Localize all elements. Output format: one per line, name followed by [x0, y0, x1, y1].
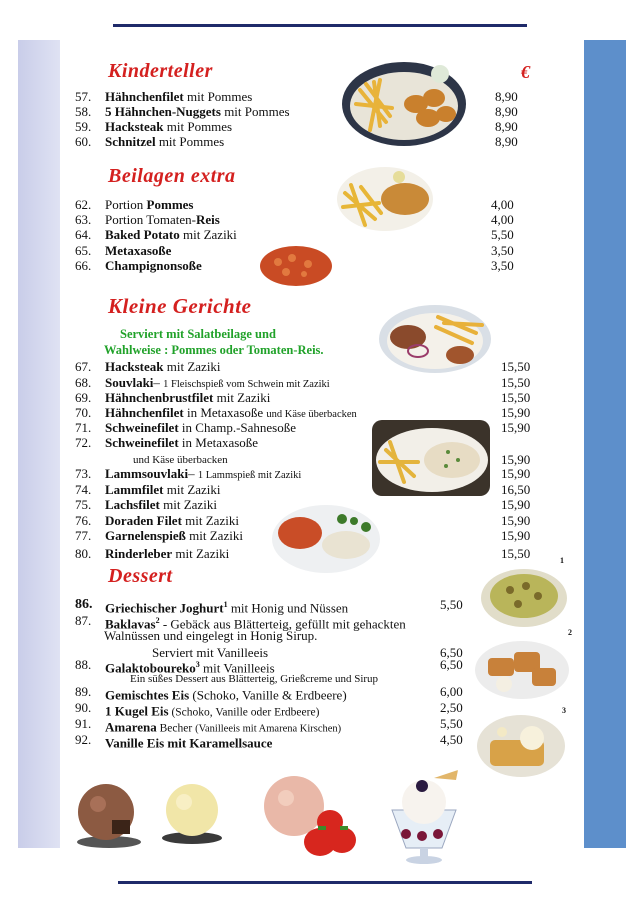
item-name: Gemischtes Eis [105, 687, 190, 703]
item-number: 77. [75, 528, 92, 543]
item-description [105, 466, 301, 483]
item-price: 8,90 [495, 89, 518, 104]
item-name: Hähnchenbrustfilet [105, 390, 214, 405]
item-price: 15,90 [501, 405, 531, 420]
item-description [105, 359, 221, 376]
item-name: Lammfilet [105, 482, 164, 497]
item-number: 87. [75, 613, 92, 628]
footnote-mark-1: 1 [560, 556, 564, 565]
item-name: Schnitzel [105, 134, 156, 149]
item-name: Amarena [105, 719, 157, 735]
top-rule [113, 24, 527, 27]
item-price: 8,90 [495, 119, 518, 134]
item-price: 8,90 [495, 134, 518, 149]
item-number: 92. [75, 732, 92, 747]
item-name: Vanille Eis mit Karamellsauce [105, 735, 273, 751]
baklavas-line-3: Serviert mit Vanilleeis [152, 645, 269, 660]
item-prefix: Portion [105, 197, 147, 212]
item-72-subline: und Käse überbacken [133, 454, 228, 466]
item-prefix: Portion Tomaten- [105, 212, 196, 227]
item-name: Baked Potato [105, 227, 180, 242]
item-detail: in Champ.-Sahnesoße [178, 420, 296, 435]
item-detail: mit Pommes [183, 89, 253, 104]
item-name: Galaktoboureko [105, 660, 196, 676]
item-number: 74. [75, 482, 92, 497]
item-price: 4,50 [440, 732, 463, 747]
footnote-marker: 3 [195, 660, 200, 669]
item-number: 59. [75, 119, 92, 134]
item-description [105, 134, 224, 149]
footnote-marker: 1 [223, 600, 228, 609]
item-name: Champignonsoße [105, 258, 202, 273]
footnote-mark-3: 3 [562, 706, 566, 715]
item-number: 75. [75, 497, 92, 512]
kleine-note-line-2: Wahlweise : Pommes oder Tomaten-Reis. [104, 343, 324, 357]
photo-baklavas [474, 640, 570, 700]
kleine-note-line-1: Serviert mit Salatbeilage und [120, 327, 276, 341]
section-title-beilagen: Beilagen extra [108, 165, 236, 187]
item-detail: mit Pommes [155, 134, 225, 149]
item-price: 5,50 [440, 716, 463, 731]
item-name: Doraden Filet [105, 513, 182, 528]
item-number: 86. [75, 597, 93, 612]
item-description [105, 497, 217, 514]
footnote-marker: 2 [155, 616, 160, 625]
item-price: 15,50 [501, 546, 531, 561]
item-description [105, 89, 252, 104]
item-detail: mit Zaziki [181, 513, 239, 528]
item-price: 15,90 [501, 528, 531, 543]
item-name: Schweinefilet [105, 435, 179, 450]
photo-chocolate-ice-cream [66, 780, 152, 852]
item-detail: mit Zaziki [185, 528, 243, 543]
item-detail: mit Zaziki [213, 390, 271, 405]
item-name: Lammsouvlaki [105, 466, 189, 481]
baklavas-price: 6,50 [440, 645, 463, 660]
item-name: Pommes [146, 197, 194, 212]
item-detail: mit Zaziki [163, 359, 221, 374]
item-price: 15,90 [501, 420, 531, 435]
item-price: 15,50 [501, 375, 531, 390]
item-description [105, 119, 232, 134]
item-number: 67. [75, 359, 92, 374]
photo-strawberry-ice-cream [258, 772, 370, 866]
item-price: 15,50 [501, 359, 531, 374]
photo-tomato-rice [258, 240, 334, 288]
item-number: 80. [75, 546, 92, 561]
item-description [105, 197, 193, 212]
item-name: Hacksteak [105, 119, 164, 134]
item-description [105, 243, 171, 258]
item-note: 1 Lammspieß mit Zaziki [197, 470, 302, 481]
photo-schnitzel-fries [335, 163, 435, 233]
item-description [105, 528, 243, 545]
item-number: 72. [75, 435, 92, 450]
item-price: 3,50 [491, 243, 514, 258]
item-number: 66. [75, 258, 92, 273]
item-price: 5,50 [491, 227, 514, 242]
item-number: 88. [75, 657, 92, 672]
item-description [105, 227, 237, 242]
item-detail: (Schoko, Vanille oder Erdbeere) [168, 706, 320, 719]
item-number: 63. [75, 212, 92, 227]
item-detail: mit Honig und Nüssen [227, 600, 349, 616]
item-name: 1 Kugel Eis [105, 703, 169, 719]
item-name: Garnelenspieß [105, 528, 186, 543]
item-number: 71. [75, 420, 92, 435]
item-price: 4,00 [491, 197, 514, 212]
item-number: 60. [75, 134, 92, 149]
item-detail: mit Pommes [163, 119, 233, 134]
item-price: 5,50 [440, 597, 463, 612]
item-price: 15,90 [501, 497, 531, 512]
item-price: 15,90 [501, 513, 531, 528]
item-name: Baklavas [105, 616, 156, 632]
footnote-mark-2: 2 [568, 628, 572, 637]
item-number: 65. [75, 243, 92, 258]
item-description [105, 212, 220, 227]
item-name: Reis [195, 212, 220, 227]
item-detail: mit Zaziki [179, 227, 237, 242]
item-description [105, 104, 290, 119]
item-number: 58. [75, 104, 92, 119]
item-72-price: 15,90 [501, 452, 531, 467]
item-number: 68. [75, 375, 92, 390]
item-name: Hacksteak [105, 359, 164, 374]
item-price: 16,50 [501, 482, 531, 497]
photo-vanilla-ice-cream [154, 780, 230, 846]
item-name: Schweinefilet [105, 420, 179, 435]
section-title-kleine-gerichte: Kleine Gerichte [108, 294, 252, 318]
photo-galaktoboureko [476, 714, 566, 778]
currency-symbol: € [521, 62, 530, 82]
item-description [105, 435, 258, 452]
item-number: 76. [75, 513, 92, 528]
item-detail: mit Zaziki [172, 546, 230, 561]
item-description [105, 732, 272, 752]
item-price: 8,90 [495, 104, 518, 119]
item-price: 6,50 [440, 657, 463, 672]
item-price: 2,50 [440, 700, 463, 715]
item-name: Rinderleber [105, 546, 173, 561]
left-decor-band [18, 40, 60, 848]
item-name: Souvlaki [105, 375, 154, 390]
item-detail: mit Zaziki [163, 482, 221, 497]
item-description [105, 546, 229, 563]
item-detail: mit Pommes [220, 104, 290, 119]
item-description [105, 613, 406, 631]
item-number: 57. [75, 89, 92, 104]
section-title-dessert: Dessert [108, 565, 173, 587]
baklavas-line-2: Walnüssen und eingelegt in Honig Sirup. [104, 628, 318, 643]
section-title-kinderteller: Kinderteller [108, 60, 213, 82]
item-description [105, 657, 275, 675]
photo-amarena-sundae [382, 770, 466, 866]
item-description [105, 258, 202, 273]
item-name: Hähnchenfilet [105, 405, 184, 420]
item-number: 64. [75, 227, 92, 242]
item-number: 89. [75, 684, 92, 699]
item-note: 1 Fleischspieß vom Schwein mit Zaziki [163, 379, 330, 390]
item-detail: in Metaxasoße [178, 435, 259, 450]
item-detail: – [153, 375, 164, 390]
photo-greek-yoghurt [480, 566, 568, 628]
item-price: 15,50 [501, 390, 531, 405]
item-number: 62. [75, 197, 92, 212]
item-detail: - Gebäck aus Blätterteig, gefüllt mit gehackten [159, 616, 406, 632]
item-price: 6,00 [440, 684, 463, 699]
item-detail: mit Zaziki [159, 497, 217, 512]
item-number: 69. [75, 390, 92, 405]
item-number: 90. [75, 700, 92, 715]
item-detail: in Metaxasoße [183, 405, 267, 420]
item-note: (Vanilleeis mit Amarena Kirschen) [195, 723, 342, 735]
photo-rice-fish-plate [272, 505, 380, 573]
photo-metaxa-fillet [372, 420, 490, 496]
item-price: 4,00 [491, 212, 514, 227]
item-detail: – [188, 466, 198, 481]
item-detail: Becher [156, 722, 196, 735]
item-detail: (Schoko, Vanille & Erdbeere) [189, 687, 347, 703]
item-name: Lachsfilet [105, 497, 160, 512]
item-price: 15,90 [501, 466, 531, 481]
item-number: 70. [75, 405, 92, 420]
galaktoboureko-subline: Ein süßes Dessert aus Blätterteig, Grießcreme und Sirup [130, 673, 379, 685]
item-note: und Käse überbacken [266, 409, 357, 420]
photo-nuggets-fries [340, 60, 468, 148]
item-name: 5 Hähnchen-Nuggets [105, 104, 221, 119]
photo-souvlaki-plate [378, 303, 492, 375]
item-detail: mit Vanilleeis [199, 660, 275, 676]
bottom-rule [118, 881, 532, 884]
item-name: Griechischer Joghurt [105, 600, 224, 616]
item-number: 91. [75, 716, 92, 731]
item-name: Metaxasoße [105, 243, 172, 258]
item-number: 73. [75, 466, 92, 481]
item-price: 3,50 [491, 258, 514, 273]
item-name: Hähnchenfilet [105, 89, 184, 104]
